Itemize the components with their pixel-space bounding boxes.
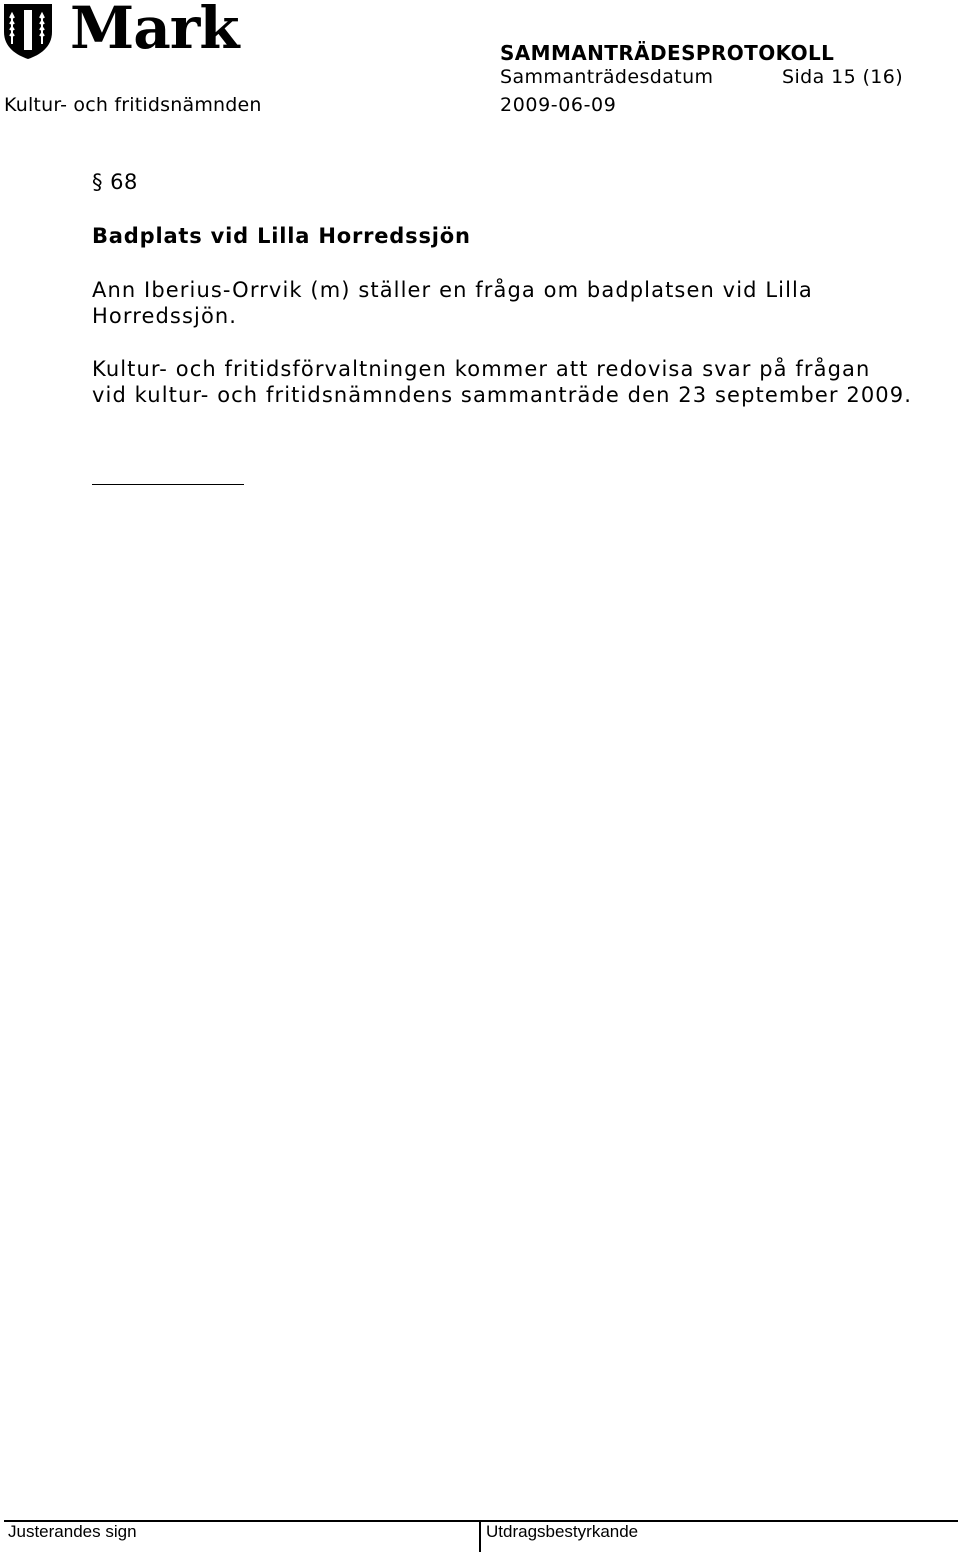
meeting-date-label: Sammanträdesdatum <box>500 66 714 88</box>
footer-divider <box>479 1520 481 1552</box>
footer-rule <box>4 1520 958 1522</box>
section-number: § 68 <box>92 170 138 194</box>
section-end-rule <box>92 484 244 485</box>
meeting-date: 2009-06-09 <box>500 94 617 116</box>
section-title: Badplats vid Lilla Horredssjön <box>92 224 471 248</box>
paragraph-response: Kultur- och fritidsförvaltningen kommer att redovisa svar på frågan vid kultur- och fritidsnämndens sammanträde den 23 september 2009. <box>92 357 912 407</box>
footer-signature-label: Justerandes sign <box>8 1522 137 1541</box>
logo-wordmark: Mark <box>70 0 239 62</box>
organization-name: Kultur- och fritidsnämnden <box>4 94 262 116</box>
paragraph-question: Ann Iberius-Orrvik (m) ställer en fråga om badplatsen vid Lilla Horredssjön. <box>92 278 813 328</box>
footer-certification-label: Utdragsbestyrkande <box>486 1522 639 1541</box>
page-number: Sida 15 (16) <box>782 66 904 88</box>
document-type: SAMMANTRÄDESPROTOKOLL <box>500 41 835 65</box>
municipal-coat-of-arms-icon <box>2 2 54 60</box>
